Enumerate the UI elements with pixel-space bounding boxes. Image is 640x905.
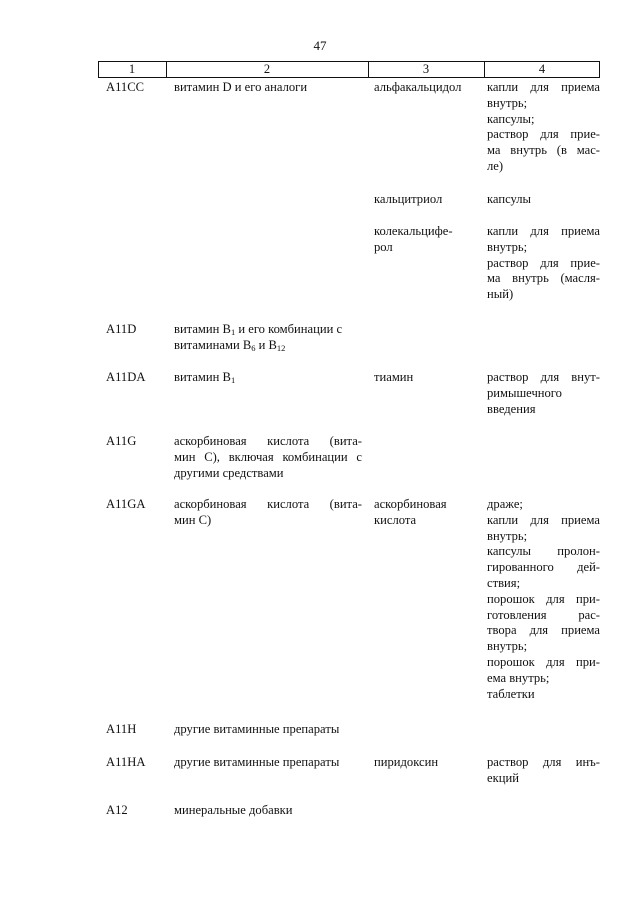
atc-code: A11H	[106, 722, 137, 736]
atc-code: A11DA	[106, 370, 146, 384]
column-header-1: 1	[128, 62, 136, 76]
page-number: 47	[313, 38, 327, 53]
group-text: витамин B	[174, 370, 231, 384]
atc-code: A11HA	[106, 755, 146, 769]
group-name-line	[174, 722, 362, 738]
group-text: мин C)	[174, 512, 212, 527]
dosage-form-line: капли для приема	[487, 224, 600, 238]
group-name-line	[174, 513, 362, 529]
dosage-form-line: готовления рас-	[487, 607, 600, 622]
dosage-form-line: капсулы;	[487, 111, 535, 126]
dosage-form-line: капсулы пролон-	[487, 544, 600, 559]
group-name-line	[174, 80, 362, 96]
dosage-form-line: ма внутрь (масля-	[487, 271, 600, 286]
dosage-form-line: внутрь;	[487, 95, 528, 110]
dosage-form-line: ема внутрь;	[487, 670, 550, 685]
column-header-3: 3	[422, 62, 430, 76]
group-name-line	[174, 803, 362, 819]
subscript: 1	[230, 375, 236, 385]
group-name-line	[174, 434, 362, 450]
atc-code: A12	[106, 803, 128, 817]
drug-name-line: рол	[374, 239, 393, 254]
group-name-line	[174, 466, 362, 482]
group-text: аскорбиновая кислота (вита-	[174, 434, 362, 448]
dosage-form-line: внутрь;	[487, 239, 528, 254]
drug-name-line: кислота	[374, 512, 417, 527]
dosage-form-line: раствор для прие-	[487, 127, 600, 142]
group-text: другие витаминные препараты	[174, 755, 340, 769]
group-name-line	[174, 755, 362, 771]
dosage-form-line: драже;	[487, 497, 523, 511]
group-name-line	[174, 322, 362, 338]
table-header	[98, 61, 600, 78]
group-text: аскорбиновая кислота (вита-	[174, 497, 362, 511]
dosage-form-line: ма внутрь (в мас-	[487, 143, 600, 158]
atc-code: A11GA	[106, 497, 146, 511]
dosage-form-line: раствор для прие-	[487, 255, 600, 270]
drug-name-line: колекальцифе-	[374, 224, 453, 238]
dosage-form-line: раствор для внут-	[487, 370, 600, 384]
dosage-form-line: гированного дей-	[487, 560, 600, 575]
group-text: другие витаминные препараты	[174, 722, 340, 736]
group-text: другими средствами	[174, 465, 284, 480]
column-divider	[599, 62, 600, 77]
dosage-form-line: внутрь;	[487, 639, 528, 654]
group-text: минеральные добавки	[174, 803, 293, 817]
dosage-form-line: порошок для при-	[487, 655, 600, 669]
column-header-4: 4	[538, 62, 546, 76]
drug-name-line: тиамин	[374, 370, 414, 384]
group-text: мин C), включая комбинации с	[174, 449, 362, 464]
dosage-form-line: капли для приема	[487, 512, 600, 527]
dosage-form-line: твора для приема	[487, 623, 600, 638]
dosage-form-line: введения	[487, 401, 536, 416]
drug-name-line: альфакальцидол	[374, 80, 462, 94]
dosage-form-line: раствор для инъ-	[487, 755, 600, 769]
dosage-form-line: порошок для при-	[487, 591, 600, 606]
group-name-line	[174, 450, 362, 466]
dosage-form-line: капсулы	[487, 192, 532, 206]
dosage-form-line: внутрь;	[487, 528, 528, 543]
dosage-form-line: ле)	[487, 159, 504, 173]
group-name-line	[174, 338, 362, 354]
group-name-line	[174, 370, 362, 386]
dosage-form-line: ствия;	[487, 576, 521, 590]
group-text: витамин B	[174, 322, 231, 336]
drug-name-line: кальцитриол	[374, 192, 443, 206]
group-text: и его комбинации с	[235, 322, 343, 336]
atc-code: A11CC	[106, 80, 145, 94]
dosage-form-line: таблетки	[487, 686, 535, 701]
atc-code: A11D	[106, 322, 137, 336]
subscript: 6	[251, 342, 256, 353]
group-text: витамин D и его аналоги	[174, 80, 308, 94]
dosage-form-line: римышечного	[487, 385, 562, 400]
atc-code: A11G	[106, 434, 137, 448]
group-name-line	[174, 497, 362, 513]
subscript: 12	[276, 342, 286, 353]
drug-name-line: аскорбиновая	[374, 497, 447, 511]
drug-name-line: пиридоксин	[374, 755, 439, 769]
dosage-form-line: ный)	[487, 287, 514, 302]
dosage-form-line: капли для приема	[487, 80, 600, 94]
column-header-2: 2	[263, 62, 271, 76]
group-text: и B	[255, 337, 277, 352]
subscript: 1	[230, 327, 236, 337]
group-text: витаминами B	[174, 337, 252, 352]
dosage-form-line: екций	[487, 770, 519, 785]
